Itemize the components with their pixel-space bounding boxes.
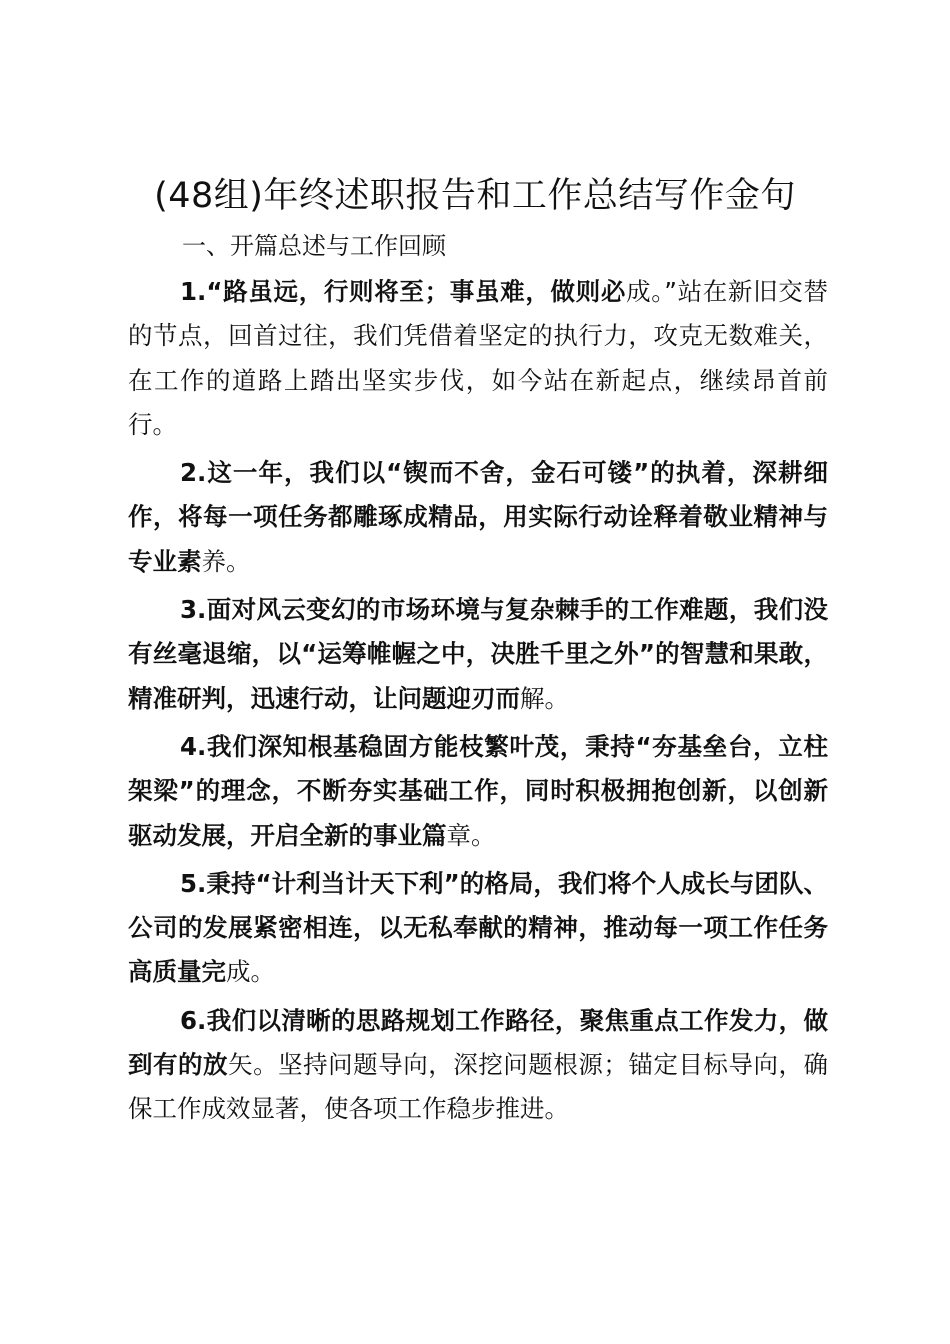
paragraph-5-bold: 5.秉持“计利当计天下利”的格局，我们将个人成长与团队、公司的发展紧密相连，以无私奉献的精神，推动每一项工作任务高质量完 <box>128 868 828 987</box>
paragraph-5-text: 成。 <box>226 957 275 987</box>
paragraph-2 <box>128 451 828 584</box>
paragraph-1-text: 成。”站在新旧交替的节点，回首过往，我们凭借着坚定的执行力，攻克无数难关，在工作的道路上踏出坚实步伐，如今站在新起点，继续昂首前行。 <box>128 277 828 439</box>
paragraph-3 <box>128 588 828 721</box>
paragraph-6 <box>128 999 828 1132</box>
paragraph-4-bold: 4.我们深知根基稳固方能枝繁叶茂，秉持“夯基垒台，立柱架梁”的理念，不断夯实基础工作，同时积极拥抱创新，以创新驱动发展，开启全新的事业篇 <box>128 731 828 850</box>
paragraph-2-text: 养。 <box>201 546 251 576</box>
paragraph-6-bold: 6.我们以清晰的思路规划工作路径，聚焦重点工作发力，做到有的放 <box>128 1005 828 1080</box>
paragraph-1-bold: 1.“路虽远，行则将至；事虽难，做则必 <box>180 277 627 306</box>
paragraph-5 <box>128 862 828 995</box>
paragraph-1 <box>128 270 828 447</box>
document-title: (48组)年终述职报告和工作总结写作金句 <box>154 176 796 216</box>
document-body <box>128 270 828 1136</box>
paragraph-4-text: 章。 <box>446 820 496 850</box>
paragraph-4 <box>128 725 828 858</box>
paragraph-6-text: 矢。坚持问题导向，深挖问题根源；锚定目标导向，确保工作成效显著，使各项工作稳步推进。 <box>128 1050 829 1124</box>
paragraph-3-text: 解。 <box>520 683 569 713</box>
paragraph-3-bold: 3.面对风云变幻的市场环境与复杂棘手的工作难题，我们没有丝毫退缩，以“运筹帷幄之中，决胜千里之外”的智慧和果敢，精准研判，迅速行动，让问题迎刃而 <box>128 595 828 713</box>
section-heading: 一、开篇总述与工作回顾 <box>182 232 446 260</box>
paragraph-2-bold: 2.这一年，我们以“锲而不舍，金石可镂”的执着，深耕细作，将每一项任务都雕琢成精品，用实际行动诠释着敬业精神与专业素 <box>128 458 828 576</box>
